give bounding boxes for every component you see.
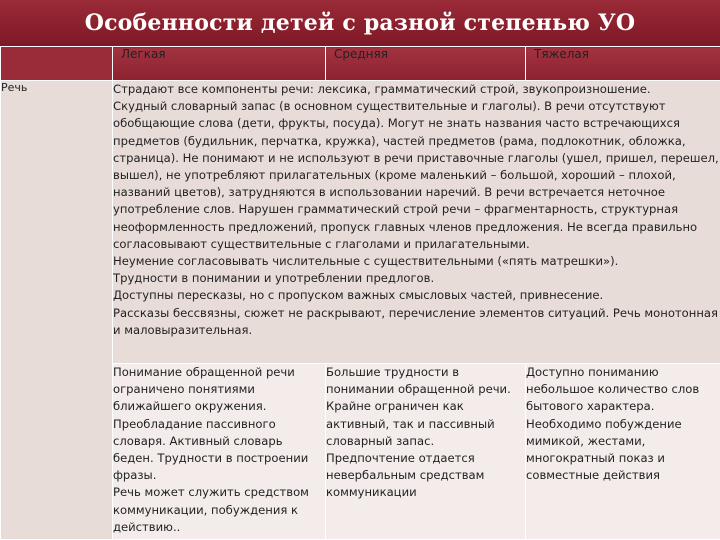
common-speech-cell	[113, 81, 720, 364]
common-para: Рассказы бессвязны, сюжет не раскрывают, перечисление элементов ситуаций. Речь монотонная и маловыразительная.	[113, 305, 719, 337]
slide-title: Особенности детей с разной степенью УО	[84, 10, 636, 36]
mild-para: Понимание обращенной речи ограничено понятиями ближайшего окружения.	[113, 365, 295, 414]
mild-speech-cell	[113, 364, 326, 540]
header-moderate: Средняя	[326, 47, 526, 81]
common-para: Неумение согласовывать числительные с существительными («пять матрешки»).	[113, 254, 619, 269]
title-bar	[0, 0, 720, 47]
row-label-speech: Речь	[1, 81, 113, 540]
header-corner-cell	[1, 47, 113, 81]
moderate-speech-cell	[326, 364, 526, 540]
header-mild: Легкая	[113, 47, 326, 81]
header-severe: Тяжелая	[526, 47, 720, 81]
common-para: Страдают все компоненты речи: лексика, грамматический строй, звукопроизношение.	[113, 82, 651, 96]
moderate-para: Предпочтение отдается невербальным средствам коммуникации	[326, 451, 485, 500]
moderate-para: Большие трудности в понимании обращенной речи. Крайне ограничен как активный, так и пассивный словарный запас.	[326, 365, 511, 448]
severe-para: Доступно пониманию небольшое количество слов бытового характера. Необходимо побуждение мимикой, жестами, многократный показ и совместные действия	[526, 365, 700, 483]
header-row	[1, 47, 720, 81]
mild-para: Речь может служить средством коммуникации, побуждения к действию..	[113, 485, 309, 534]
common-para: Трудности в понимании и употреблении предлогов.	[113, 271, 435, 286]
speech-row-common	[1, 81, 720, 364]
common-para: Доступны пересказы, но с пропуском важных смысловых частей, привнесение.	[113, 288, 604, 303]
mild-para: Преобладание пассивного словаря. Активный словарь беден. Трудности в построении фразы.	[113, 416, 309, 483]
common-para: Скудный словарный запас (в основном существительные и глаголы). В речи отсутствуют обобщающие слова (дети, фрукты, посуда). Могут не знать названия часто встречающихся предметов (будильник, перчатка, кружка), частей предметов (рама, подлокотник, обложка, страница). Не понимают и не используют в речи приставочные глаголы (ушел, пришел, перешел, вышел), не употребляют прилагательных (кроме маленький – большой, хороший – плохой, названий цветов), затрудняются в использовании наречий. В речи встречается неточное употребление слов. Нарушен грамматический строй речи – фрагментарность, структурная неоформленность предложений, пропуск главных членов предложения. Не всегда правильно согласовывают существительные с глаголами и прилагательными.	[113, 99, 719, 251]
severe-speech-cell	[526, 364, 720, 540]
comparison-table	[0, 46, 720, 540]
